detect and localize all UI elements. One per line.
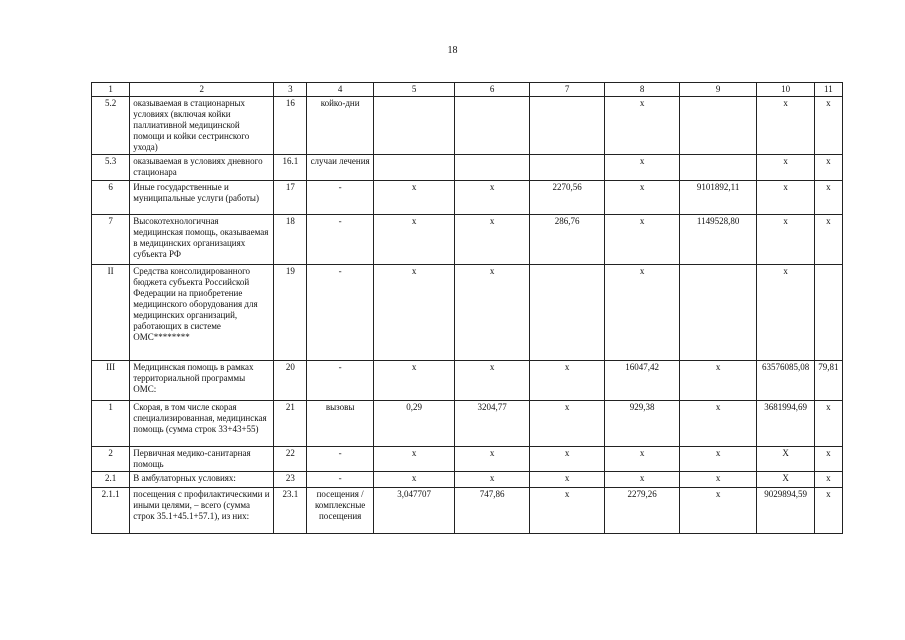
value-cell: х <box>529 447 605 472</box>
value-cell: х <box>679 472 757 488</box>
value-cell: 22 <box>274 447 307 472</box>
value-cell: 20 <box>274 361 307 401</box>
value-cell: х <box>814 215 842 265</box>
value-cell: х <box>455 265 529 361</box>
value-cell: 9029894,59 <box>757 488 814 534</box>
row-label-cell: оказываемая в стационарных условиях (включая койки паллиативной медицинской помощи и койки сестринского ухода) <box>130 97 274 155</box>
value-cell: посещения / комплексные посещения <box>307 488 373 534</box>
value-cell: 17 <box>274 181 307 215</box>
table-row <box>92 401 843 447</box>
column-number-cell: 7 <box>529 83 605 97</box>
value-cell: 16.1 <box>274 155 307 181</box>
value-cell: 79,81 <box>814 361 842 401</box>
value-cell: х <box>529 401 605 447</box>
column-number-cell: 1 <box>92 83 130 97</box>
value-cell <box>814 265 842 361</box>
value-cell: 9101892,11 <box>679 181 757 215</box>
value-cell: х <box>373 215 455 265</box>
column-number-cell: 6 <box>455 83 529 97</box>
value-cell: 3204,77 <box>455 401 529 447</box>
column-number-cell: 5 <box>373 83 455 97</box>
value-cell: х <box>757 155 814 181</box>
value-cell: х <box>605 181 679 215</box>
value-cell <box>455 155 529 181</box>
row-number-cell: 6 <box>92 181 130 215</box>
value-cell: случаи лечения <box>307 155 373 181</box>
value-cell: 2279,26 <box>605 488 679 534</box>
value-cell: х <box>757 215 814 265</box>
row-number-cell: II <box>92 265 130 361</box>
value-cell: 1149528,80 <box>679 215 757 265</box>
value-cell: - <box>307 215 373 265</box>
value-cell: х <box>529 361 605 401</box>
value-cell <box>529 265 605 361</box>
value-cell: х <box>814 472 842 488</box>
value-cell: х <box>373 447 455 472</box>
value-cell: х <box>814 181 842 215</box>
value-cell: - <box>307 265 373 361</box>
value-cell: х <box>605 97 679 155</box>
table-row <box>92 472 843 488</box>
value-cell: х <box>529 488 605 534</box>
value-cell: х <box>757 265 814 361</box>
row-label-cell: В амбулаторных условиях: <box>130 472 274 488</box>
value-cell: х <box>679 488 757 534</box>
value-cell: - <box>307 181 373 215</box>
data-table <box>91 82 843 534</box>
row-label-cell: посещения с профилактическими и иными целями, – всего (сумма строк 35.1+45.1+57.1), из них: <box>130 488 274 534</box>
value-cell <box>455 97 529 155</box>
row-number-cell: 2.1 <box>92 472 130 488</box>
column-number-cell: 10 <box>757 83 814 97</box>
row-number-cell: 7 <box>92 215 130 265</box>
value-cell: х <box>814 97 842 155</box>
value-cell: - <box>307 472 373 488</box>
value-cell: х <box>757 181 814 215</box>
column-number-cell: 8 <box>605 83 679 97</box>
column-number-cell: 3 <box>274 83 307 97</box>
value-cell: 23 <box>274 472 307 488</box>
value-cell: 63576085,08 <box>757 361 814 401</box>
value-cell: х <box>455 215 529 265</box>
table-row <box>92 488 843 534</box>
value-cell <box>373 155 455 181</box>
value-cell: 16047,42 <box>605 361 679 401</box>
row-label-cell: Иные государственные и муниципальные услуги (работы) <box>130 181 274 215</box>
column-number-cell: 9 <box>679 83 757 97</box>
value-cell: 18 <box>274 215 307 265</box>
value-cell: 286,76 <box>529 215 605 265</box>
column-number-cell: 4 <box>307 83 373 97</box>
row-number-cell: 5.3 <box>92 155 130 181</box>
value-cell: 2270,56 <box>529 181 605 215</box>
value-cell: х <box>679 447 757 472</box>
value-cell: 747,86 <box>455 488 529 534</box>
table-row <box>92 215 843 265</box>
value-cell: х <box>605 155 679 181</box>
value-cell: х <box>373 472 455 488</box>
value-cell: х <box>455 361 529 401</box>
row-number-cell: III <box>92 361 130 401</box>
row-label-cell: Средства консолидированного бюджета субъекта Российской Федерации на приобретение медицинского оборудования для медицинских организаций, работающих в системе ОМС******** <box>130 265 274 361</box>
value-cell: х <box>455 472 529 488</box>
value-cell <box>373 97 455 155</box>
value-cell: 19 <box>274 265 307 361</box>
value-cell: х <box>455 181 529 215</box>
value-cell: х <box>605 472 679 488</box>
value-cell: х <box>814 155 842 181</box>
value-cell: - <box>307 447 373 472</box>
row-number-cell: 2 <box>92 447 130 472</box>
value-cell: 929,38 <box>605 401 679 447</box>
row-label-cell: Скорая, в том числе скорая специализированная, медицинская помощь (сумма строк 33+43+55) <box>130 401 274 447</box>
page-number: 18 <box>447 45 458 56</box>
column-number-cell: 2 <box>130 83 274 97</box>
value-cell: х <box>605 215 679 265</box>
value-cell: х <box>814 447 842 472</box>
value-cell: 16 <box>274 97 307 155</box>
table-row <box>92 97 843 155</box>
value-cell: Х <box>757 447 814 472</box>
table-row <box>92 265 843 361</box>
value-cell: 21 <box>274 401 307 447</box>
value-cell: 0,29 <box>373 401 455 447</box>
value-cell <box>529 155 605 181</box>
value-cell <box>679 265 757 361</box>
value-cell <box>529 97 605 155</box>
row-label-cell: оказываемая в условиях дневного стационара <box>130 155 274 181</box>
row-label-cell: Высокотехнологичная медицинская помощь, оказываемая в медицинских организациях субъекта РФ <box>130 215 274 265</box>
row-label-cell: Медицинская помощь в рамках территориальной программы ОМС: <box>130 361 274 401</box>
column-number-cell: 11 <box>814 83 842 97</box>
value-cell: 23.1 <box>274 488 307 534</box>
table-row <box>92 447 843 472</box>
value-cell: х <box>605 447 679 472</box>
row-number-cell: 1 <box>92 401 130 447</box>
value-cell: Х <box>757 472 814 488</box>
value-cell: 3,047707 <box>373 488 455 534</box>
value-cell: х <box>373 181 455 215</box>
table-row <box>92 155 843 181</box>
value-cell: х <box>605 265 679 361</box>
value-cell: х <box>679 361 757 401</box>
value-cell: х <box>373 361 455 401</box>
value-cell: х <box>814 488 842 534</box>
table-header-row <box>92 83 843 97</box>
value-cell: вызовы <box>307 401 373 447</box>
value-cell: х <box>455 447 529 472</box>
value-cell <box>679 97 757 155</box>
row-number-cell: 2.1.1 <box>92 488 130 534</box>
value-cell: х <box>814 401 842 447</box>
value-cell: - <box>307 361 373 401</box>
value-cell: 3681994,69 <box>757 401 814 447</box>
table-row <box>92 181 843 215</box>
value-cell <box>679 155 757 181</box>
row-label-cell: Первичная медико-санитарная помощь <box>130 447 274 472</box>
value-cell: х <box>529 472 605 488</box>
table-row <box>92 361 843 401</box>
value-cell: х <box>679 401 757 447</box>
value-cell: койко-дни <box>307 97 373 155</box>
value-cell: х <box>757 97 814 155</box>
value-cell: х <box>373 265 455 361</box>
row-number-cell: 5.2 <box>92 97 130 155</box>
